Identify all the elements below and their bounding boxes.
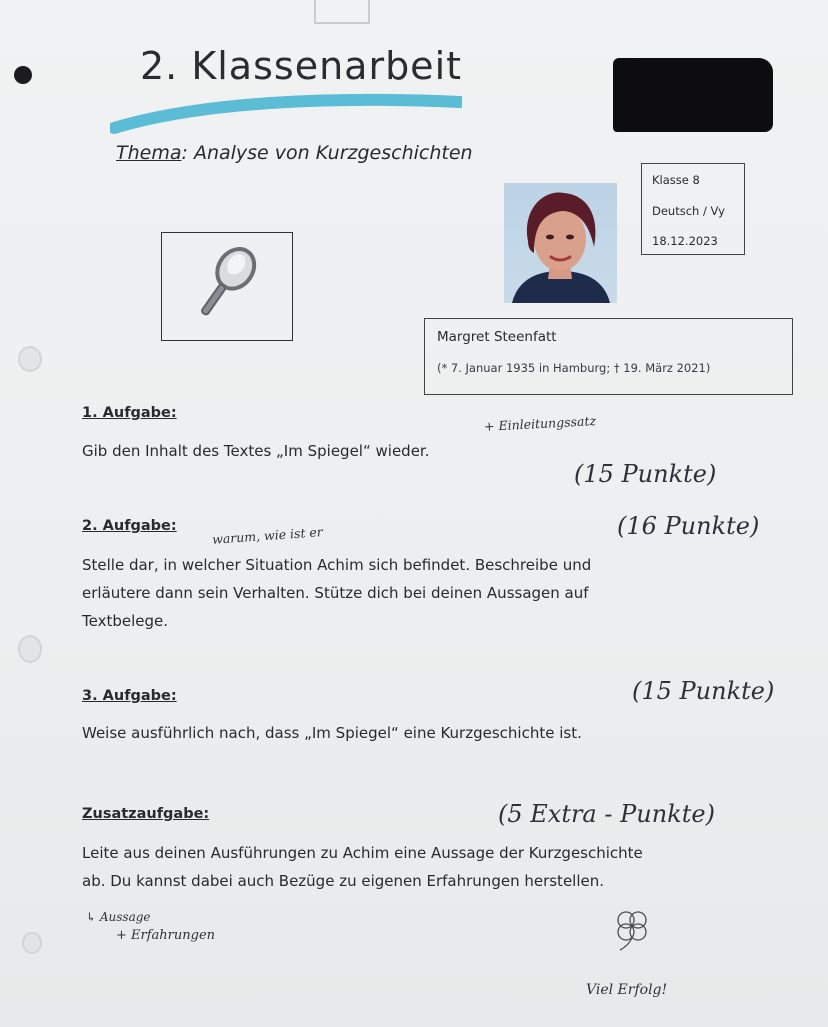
task-3-heading: 3. Aufgabe: bbox=[82, 688, 177, 704]
task-2-text-line-1: Stelle dar, in welcher Situation Achim sich befindet. Beschreibe und bbox=[82, 556, 592, 574]
date-label: 18.12.2023 bbox=[652, 234, 718, 248]
hand-mirror-icon bbox=[162, 233, 291, 339]
author-info-box bbox=[424, 318, 793, 395]
punch-hole-mark bbox=[18, 635, 42, 663]
author-name: Margret Steenfatt bbox=[437, 329, 557, 345]
task-2-heading: 2. Aufgabe: bbox=[82, 518, 177, 534]
task-2-points: (16 Punkte) bbox=[617, 512, 760, 540]
footer-note-line-2: + Erfahrungen bbox=[116, 928, 216, 943]
punch-hole bbox=[14, 66, 32, 84]
punch-hole-mark bbox=[18, 346, 42, 372]
task-1-text: Gib den Inhalt des Textes „Im Spiegel“ wieder. bbox=[82, 442, 430, 460]
extra-task-heading: Zusatzaufgabe: bbox=[82, 806, 210, 822]
task-3-text: Weise ausführlich nach, dass „Im Spiegel“ eine Kurzgeschichte ist. bbox=[82, 724, 582, 742]
footer-note-line-1: ↳ Aussage bbox=[86, 910, 151, 924]
subject-label: Deutsch / Vy bbox=[652, 204, 725, 218]
extra-task-text-line-1: Leite aus deinen Ausführungen zu Achim eine Aussage der Kurzgeschichte bbox=[82, 844, 643, 862]
task-2-handwritten-note: warum, wie ist er bbox=[211, 524, 324, 547]
clover-doodle-icon bbox=[606, 904, 656, 954]
closing-text: Viel Erfolg! bbox=[586, 982, 668, 998]
portrait-illustration bbox=[504, 183, 617, 303]
punch-hole-mark bbox=[22, 932, 42, 954]
mirror-picture-frame bbox=[161, 232, 293, 341]
author-dates: (* 7. Januar 1935 in Hamburg; † 19. März 2021) bbox=[437, 361, 711, 375]
topic-text: : Analyse von Kurzgeschichten bbox=[181, 142, 473, 164]
task-1-heading: 1. Aufgabe: bbox=[82, 405, 177, 421]
redacted-school-logo bbox=[613, 58, 773, 132]
class-info-box bbox=[641, 163, 745, 255]
author-photo bbox=[504, 183, 617, 303]
task-2-text-line-2: erläutere dann sein Verhalten. Stütze dich bei deinen Aussagen auf bbox=[82, 584, 589, 602]
topic-label: Thema bbox=[116, 142, 182, 164]
task-3-points: (15 Punkte) bbox=[632, 677, 775, 705]
task-1-handwritten-note: + Einleitungssatz bbox=[483, 413, 597, 434]
extra-task-points: (5 Extra - Punkte) bbox=[498, 800, 715, 828]
extra-task-text-line-2: ab. Du kannst dabei auch Bezüge zu eigenen Erfahrungen herstellen. bbox=[82, 872, 605, 890]
task-1-points: (15 Punkte) bbox=[574, 460, 717, 488]
staple-mark bbox=[314, 0, 370, 24]
class-label: Klasse 8 bbox=[652, 173, 700, 187]
title-brush-underline bbox=[110, 92, 462, 136]
task-2-text-line-3: Textbelege. bbox=[82, 612, 169, 630]
page-title: 2. Klassenarbeit bbox=[140, 44, 463, 88]
topic-line bbox=[116, 142, 473, 164]
